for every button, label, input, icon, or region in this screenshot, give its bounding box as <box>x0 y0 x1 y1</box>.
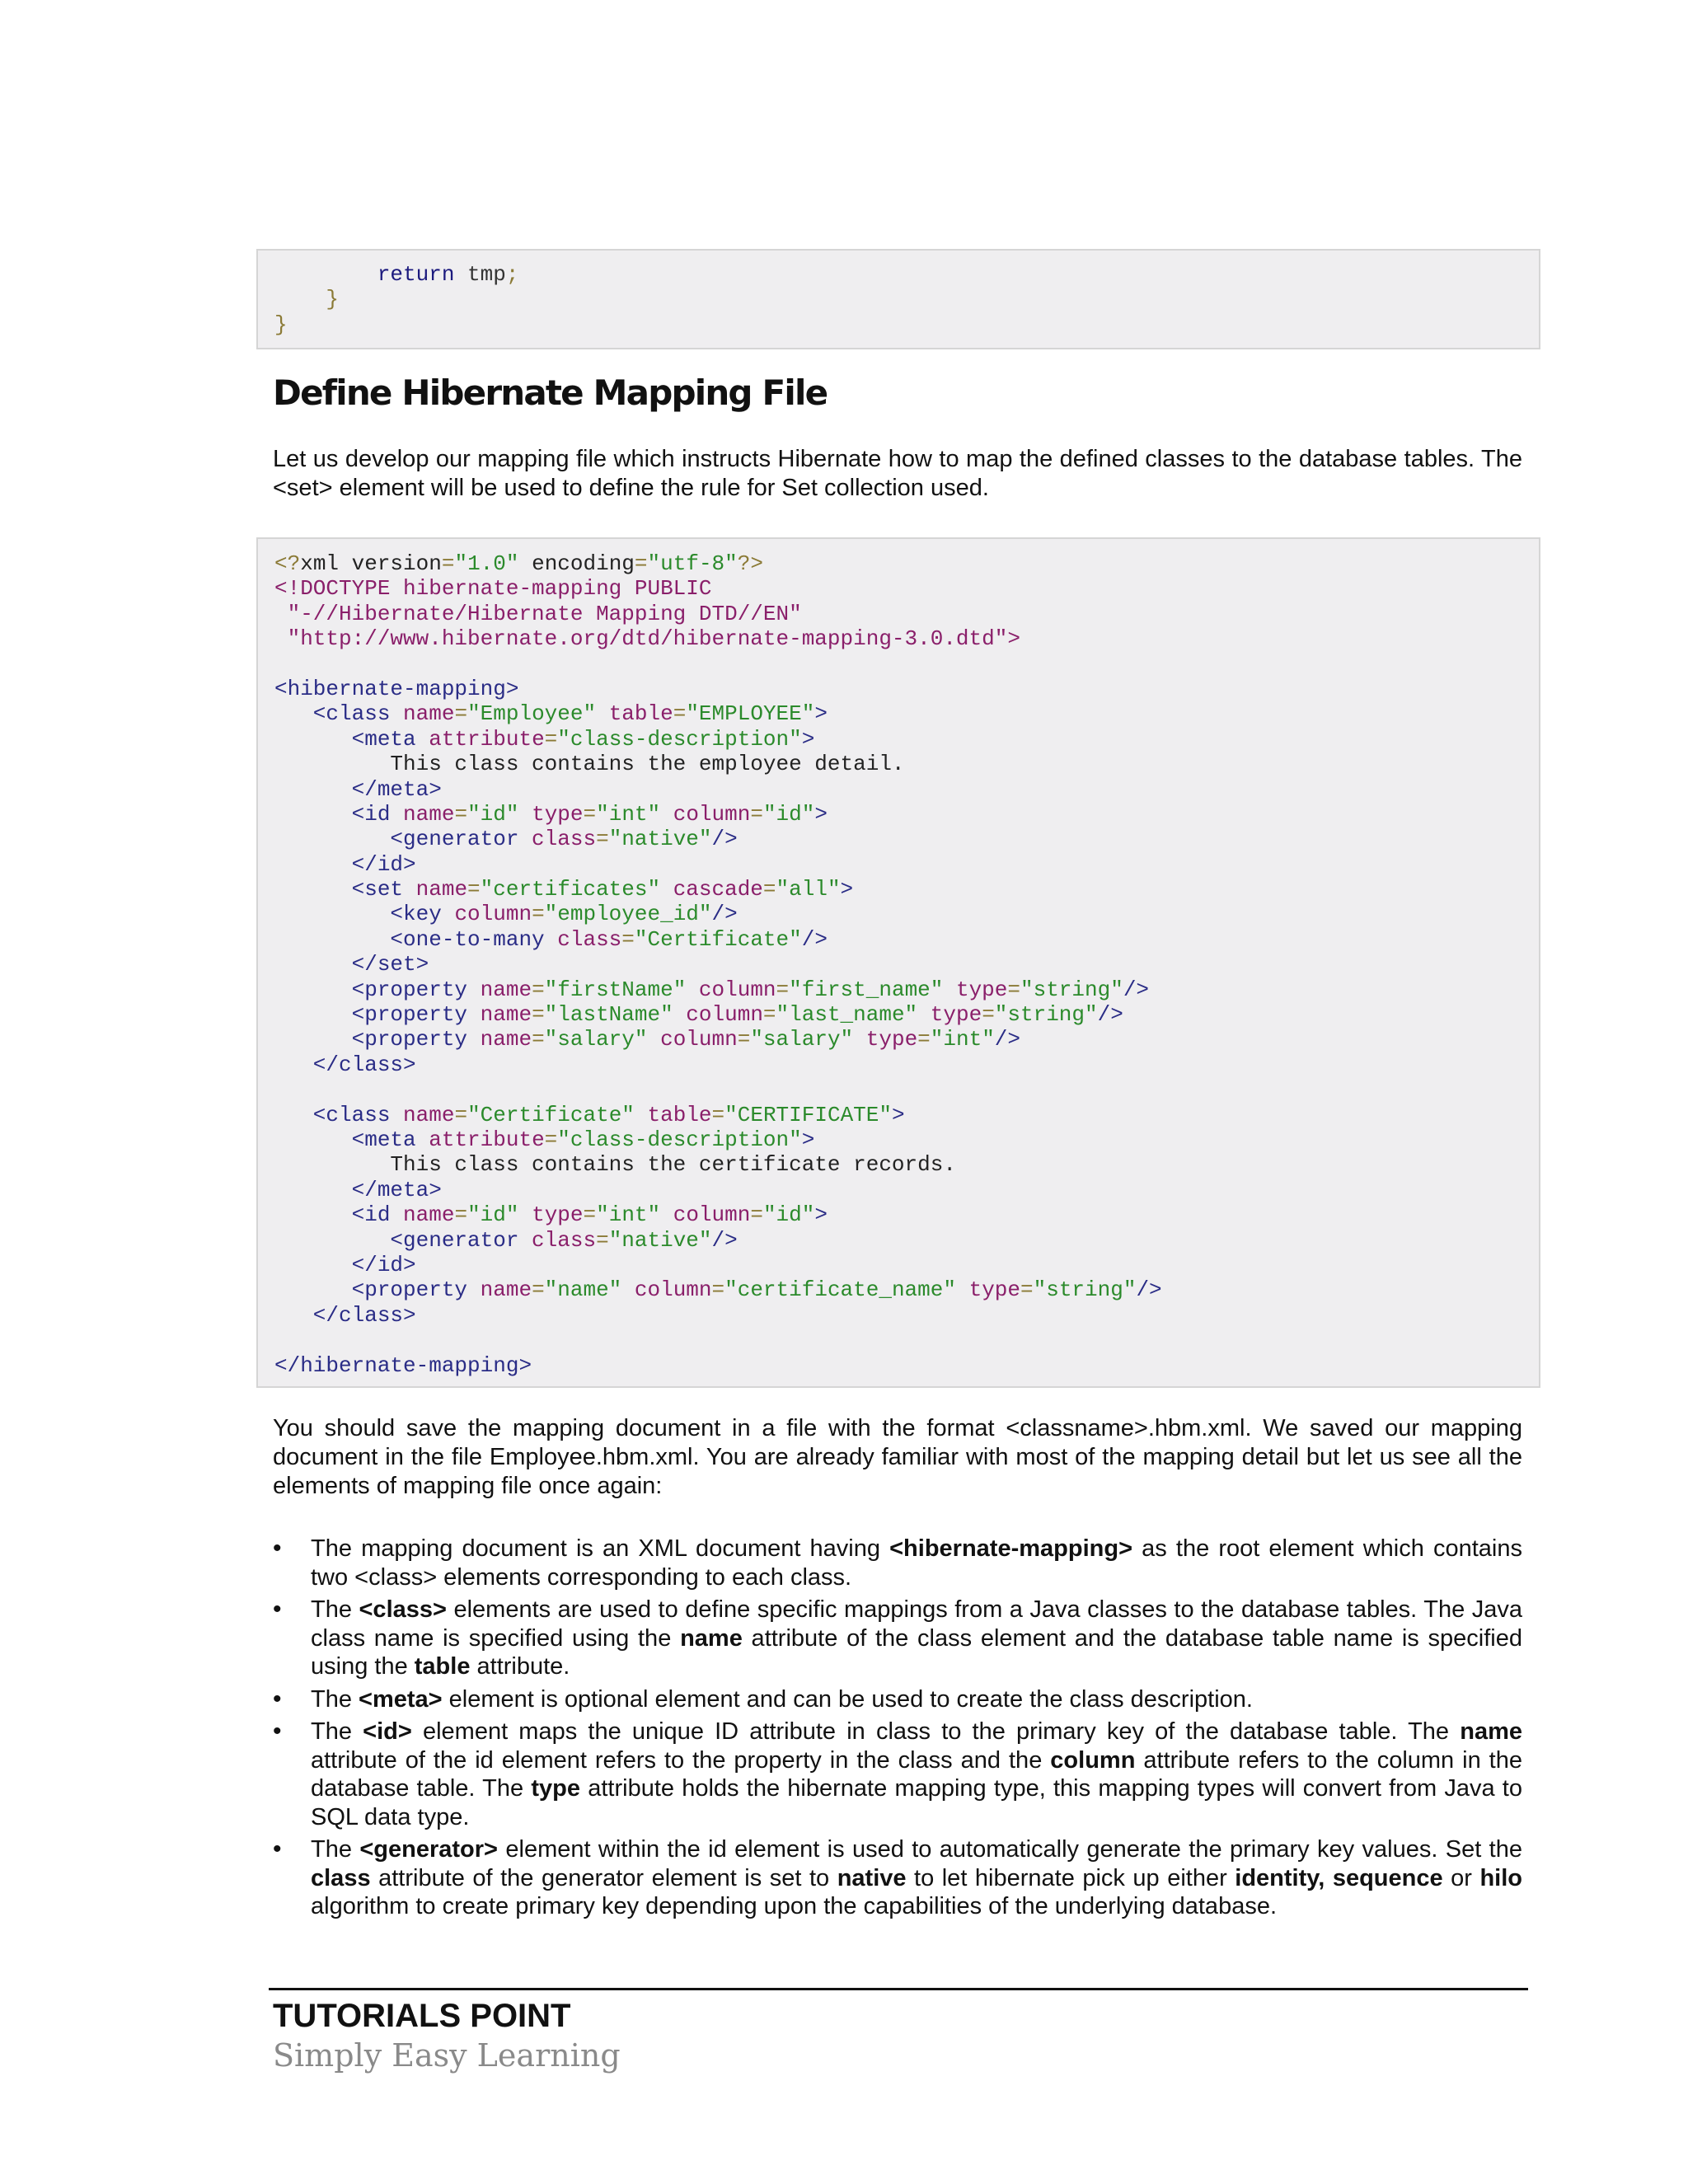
code-token: tmp <box>454 262 506 287</box>
code-line <box>274 1127 1539 1152</box>
code-tag: > <box>891 1102 905 1127</box>
code-value: "name" <box>544 1277 622 1303</box>
code-value: "class-description" <box>557 1127 802 1152</box>
code-token: <hibernate-mapping> <box>274 676 519 701</box>
code-equals: = <box>1020 1277 1034 1303</box>
code-value: "all" <box>776 877 841 902</box>
code-equals: = <box>544 1127 558 1152</box>
code-tag: <set <box>274 877 404 902</box>
code-line <box>274 701 1539 726</box>
code-tag: <property <box>274 1002 468 1028</box>
code-value: "certificates" <box>480 877 661 902</box>
list-item: • The <class> elements are used to define specific mappings from a Java classes to the database tables. The Java class name is specified using the name attribute of the class element and the database table name is specified using the table attribute. <box>273 1596 1522 1681</box>
code-attribute: name <box>403 877 468 902</box>
code-attribute: cascade <box>660 877 763 902</box>
code-attribute: type <box>943 977 1008 1002</box>
code-equals: = <box>467 877 481 902</box>
code-keyword: return <box>274 262 455 287</box>
code-equals: = <box>762 877 776 902</box>
section-heading: Define Hibernate Mapping File <box>273 373 828 413</box>
code-token: <? <box>274 551 301 576</box>
code-attribute: class <box>518 827 597 852</box>
code-brace: } <box>274 312 288 337</box>
code-token: "utf-8" <box>647 551 738 576</box>
code-attribute: name <box>467 977 532 1002</box>
xml-mapping-code <box>256 537 1540 1388</box>
code-line <box>274 1002 1539 1027</box>
code-equals: = <box>454 1102 468 1127</box>
code-line <box>274 626 1539 651</box>
code-value: "int" <box>596 1202 661 1228</box>
code-token: </id> <box>274 1252 416 1277</box>
list-item: • The <meta> element is optional element and can be used to create the class description. <box>273 1685 1522 1714</box>
list-item: • The <generator> element within the id element is used to automatically generate the primary key values. Set the class attribute of the generator element is set to native to let hibernate pick up either identity, sequence or hilo algorithm to create primary key depending upon the capabilities of the underlying database. <box>273 1835 1522 1921</box>
code-value: "int" <box>930 1027 995 1052</box>
footer-brand-tagline: Simply Easy Learning <box>273 2037 621 2074</box>
code-punct: ; <box>505 262 519 287</box>
code-tag: <property <box>274 1027 468 1052</box>
code-token: </hibernate-mapping> <box>274 1352 532 1378</box>
code-equals: = <box>737 1027 751 1052</box>
code-token: encoding <box>518 551 635 576</box>
code-attribute: table <box>634 1102 712 1127</box>
code-attribute: type <box>518 1202 584 1228</box>
code-equals: = <box>454 801 468 827</box>
code-tag: <property <box>274 977 468 1002</box>
code-value: "CERTIFICATE" <box>724 1102 892 1127</box>
code-token: </meta> <box>274 1177 442 1202</box>
code-tag: > <box>814 701 828 727</box>
code-tag: /> <box>801 926 828 952</box>
code-line <box>274 852 1539 877</box>
code-token: This class contains the certificate records. <box>274 1152 956 1178</box>
code-attribute: column <box>660 1202 751 1228</box>
code-value: "firstName" <box>544 977 687 1002</box>
code-value: "id" <box>762 1202 815 1228</box>
code-line <box>274 1202 1539 1227</box>
code-tag: > <box>840 877 854 902</box>
code-line <box>274 802 1539 827</box>
code-line <box>274 1027 1539 1052</box>
code-value: "first_name" <box>789 977 944 1002</box>
code-line <box>274 1077 1539 1102</box>
code-attribute: attribute <box>415 1127 545 1152</box>
code-tag: /> <box>1136 1277 1162 1303</box>
code-tag: > <box>814 1202 828 1228</box>
intro-paragraph: Let us develop our mapping file which instructs Hibernate how to map the defined classes to the database tables. The <set> element will be used to define the rule for Set collection used. <box>273 446 1522 501</box>
code-tag: <meta <box>274 1127 416 1152</box>
code-value: "id" <box>762 801 815 827</box>
code-brace <box>274 287 326 312</box>
code-line <box>274 602 1539 626</box>
code-value: "Certificate" <box>467 1102 635 1127</box>
code-equals: = <box>596 1227 609 1253</box>
code-token: <!DOCTYPE hibernate-mapping PUBLIC <box>274 576 712 602</box>
code-tag: <generator <box>274 827 519 852</box>
code-equals: = <box>532 1002 545 1028</box>
code-value: "certificate_name" <box>724 1277 956 1303</box>
code-line <box>274 752 1539 776</box>
code-line <box>274 1178 1539 1202</box>
code-tag: <generator <box>274 1227 519 1253</box>
code-token: </set> <box>274 952 429 977</box>
code-line <box>274 1228 1539 1253</box>
footer-brand-title: TUTORIALS POINT <box>273 1998 571 2034</box>
code-line <box>274 727 1539 752</box>
code-token: ?> <box>737 551 763 576</box>
code-equals: = <box>532 1277 545 1303</box>
code-equals: = <box>621 926 635 952</box>
code-attribute: name <box>467 1027 532 1052</box>
code-equals: = <box>982 1002 995 1028</box>
list-item: • The mapping document is an XML document having <hibernate-mapping> as the root element which contains two <class> elements corresponding to each class. <box>273 1535 1522 1591</box>
code-line <box>274 1277 1539 1302</box>
code-token: </id> <box>274 851 416 877</box>
code-attribute: class <box>544 926 622 952</box>
code-tag: <one-to-many <box>274 926 545 952</box>
code-value: "string" <box>994 1002 1098 1028</box>
code-equals: = <box>454 701 468 727</box>
code-value: "salary" <box>544 1027 648 1052</box>
code-tag: /> <box>711 827 738 852</box>
code-equals: = <box>762 1002 776 1028</box>
code-value: "EMPLOYEE" <box>686 701 815 727</box>
code-tag: /> <box>1123 977 1150 1002</box>
code-attribute: name <box>390 801 455 827</box>
code-tag: /> <box>994 1027 1021 1052</box>
code-attribute: column <box>673 1002 763 1028</box>
code-value: "lastName" <box>544 1002 673 1028</box>
code-value: "native" <box>608 1227 712 1253</box>
code-attribute: column <box>647 1027 738 1052</box>
code-value: "string" <box>1033 1277 1137 1303</box>
code-equals: = <box>776 977 790 1002</box>
code-token: This class contains the employee detail. <box>274 752 905 777</box>
code-line <box>274 1103 1539 1127</box>
code-line <box>274 827 1539 851</box>
code-tag: > <box>801 1127 815 1152</box>
code-attribute: name <box>467 1277 532 1303</box>
code-value: "string" <box>1020 977 1123 1002</box>
footer-divider <box>269 1988 1528 1990</box>
code-equals: = <box>1007 977 1020 1002</box>
code-line <box>274 677 1539 701</box>
code-token: = <box>441 551 455 576</box>
code-line <box>274 1328 1539 1352</box>
code-tag: <property <box>274 1277 468 1303</box>
code-tag: > <box>814 801 828 827</box>
code-value: "native" <box>608 827 712 852</box>
code-token: "-//Hibernate/Hibernate Mapping DTD//EN" <box>274 601 802 626</box>
code-tag: <id <box>274 801 391 827</box>
code-equals: = <box>532 1027 545 1052</box>
code-attribute: column <box>660 801 751 827</box>
code-line <box>274 1052 1539 1077</box>
code-equals: = <box>532 977 545 1002</box>
code-value: "Employee" <box>467 701 597 727</box>
code-line <box>274 952 1539 977</box>
explanation-paragraph: You should save the mapping document in a file with the format <classname>.hbm.xml. We saved our mapping document in the file Employee.hbm.xml. You are already familiar with most of the mapping detail but let us see all the elements of mapping file once again: <box>273 1415 1522 1499</box>
code-equals: = <box>596 827 609 852</box>
code-equals: = <box>673 701 687 727</box>
code-value: "Certificate" <box>634 926 802 952</box>
code-tag: <class <box>274 1102 391 1127</box>
code-tag: <id <box>274 1202 391 1228</box>
code-token: xml version <box>300 551 442 576</box>
code-line <box>274 977 1539 1002</box>
code-token: "http://www.hibernate.org/dtd/hibernate-mapping-3.0.dtd"> <box>274 626 1020 652</box>
code-attribute: name <box>467 1002 532 1028</box>
code-attribute: name <box>390 1202 455 1228</box>
code-equals: = <box>750 801 763 827</box>
code-value: "id" <box>467 1202 519 1228</box>
code-token: </class> <box>274 1052 416 1077</box>
code-tag: > <box>801 726 815 752</box>
code-brace: } <box>326 287 340 312</box>
code-equals: = <box>711 1102 725 1127</box>
code-line <box>274 877 1539 902</box>
code-attribute: type <box>955 1277 1020 1303</box>
list-item: • The <id> element maps the unique ID attribute in class to the primary key of the database table. The name attribute of the id element refers to the property in the class and the column attribute refers to the column in the database table. The type attribute holds the hibernate mapping type, this mapping types will convert from Java to SQL data type. <box>273 1718 1522 1831</box>
code-attribute: type <box>518 801 584 827</box>
code-line <box>274 1253 1539 1277</box>
code-equals: = <box>544 726 558 752</box>
code-line <box>274 551 1539 576</box>
code-attribute: name <box>390 1102 455 1127</box>
code-attribute: class <box>518 1227 597 1253</box>
code-token: "1.0" <box>454 551 519 576</box>
code-value: "int" <box>596 801 661 827</box>
code-attribute: column <box>686 977 776 1002</box>
code-tag: <meta <box>274 726 416 752</box>
code-token: = <box>634 551 648 576</box>
code-value: "employee_id" <box>544 902 712 927</box>
code-attribute: table <box>596 701 673 727</box>
code-line <box>274 777 1539 802</box>
code-equals: = <box>532 902 545 927</box>
code-line <box>274 902 1539 926</box>
code-snippet-top <box>256 249 1540 349</box>
code-tag: /> <box>1097 1002 1123 1028</box>
code-tag: /> <box>711 1227 738 1253</box>
code-attribute: type <box>917 1002 982 1028</box>
code-equals: = <box>917 1027 931 1052</box>
code-tag: <class <box>274 701 391 727</box>
code-equals: = <box>583 1202 597 1228</box>
code-attribute: type <box>853 1027 918 1052</box>
code-equals: = <box>750 1202 763 1228</box>
code-value: "salary" <box>750 1027 854 1052</box>
code-line <box>274 652 1539 677</box>
code-equals: = <box>711 1277 725 1303</box>
code-equals: = <box>454 1202 468 1228</box>
code-line <box>274 1152 1539 1177</box>
code-attribute: name <box>390 701 455 727</box>
code-equals: = <box>583 801 597 827</box>
code-line <box>274 1353 1539 1378</box>
code-line <box>274 576 1539 601</box>
code-attribute: column <box>621 1277 712 1303</box>
code-value: "last_name" <box>776 1002 918 1028</box>
code-line <box>274 1303 1539 1328</box>
code-tag: /> <box>711 902 738 927</box>
code-tag: <key <box>274 902 442 927</box>
code-value: "class-description" <box>557 726 802 752</box>
code-token: </class> <box>274 1302 416 1328</box>
code-value: "id" <box>467 801 519 827</box>
code-attribute: column <box>441 902 532 927</box>
code-token: </meta> <box>274 776 442 802</box>
code-line <box>274 927 1539 952</box>
code-attribute: attribute <box>415 726 545 752</box>
mapping-elements-list <box>273 1535 1522 1925</box>
